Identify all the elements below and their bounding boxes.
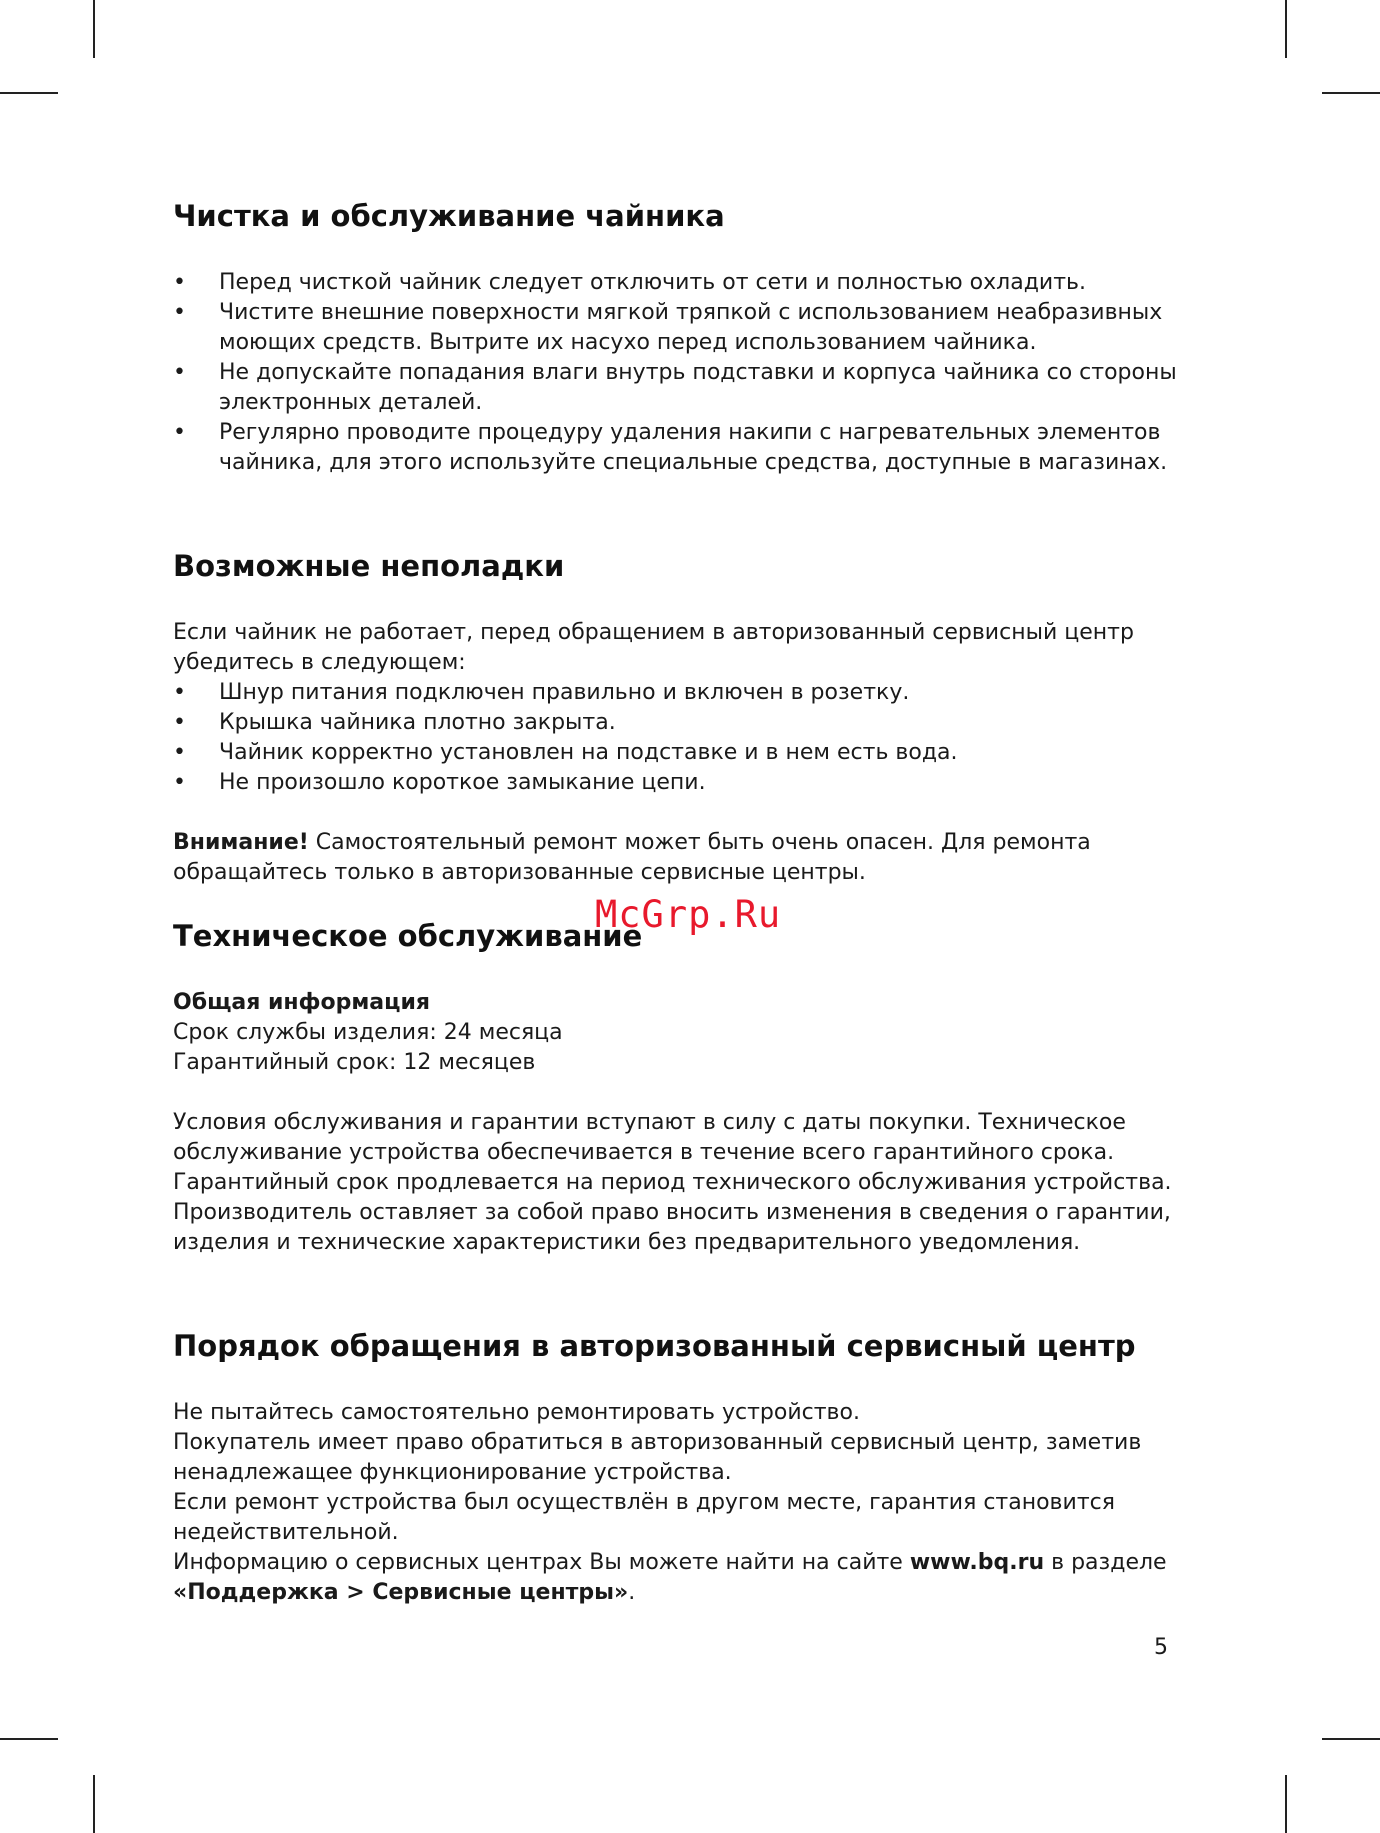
list-item: • Чайник корректно установлен на подставке и в нем есть вода.	[173, 738, 1183, 768]
list-item: • Крышка чайника плотно закрыта.	[173, 708, 1183, 738]
list-item: • Чистите внешние поверхности мягкой тряпкой с использованием неабразивных моющих средств. Вытрите их насухо перед использованием чайника.	[173, 298, 1183, 358]
crop-mark	[93, 0, 95, 58]
service-life: Срок службы изделия: 24 месяца	[173, 1020, 563, 1045]
service-line-middle: в разделе	[1044, 1550, 1167, 1575]
crop-mark	[0, 1738, 58, 1740]
service-line-suffix: .	[628, 1580, 636, 1605]
page-number: 5	[1154, 1635, 1168, 1660]
crop-mark	[93, 1775, 95, 1833]
crop-mark	[1322, 92, 1380, 94]
service-line-prefix: Информацию о сервисных центрах Вы можете найти на сайте	[173, 1550, 910, 1575]
service-line: Не пытайтесь самостоятельно ремонтировать устройство.	[173, 1400, 860, 1425]
list-item: • Не произошло короткое замыкание цепи.	[173, 768, 1183, 798]
crop-mark	[1285, 0, 1287, 58]
crop-mark	[0, 92, 58, 94]
website-link[interactable]: www.bq.ru	[909, 1550, 1045, 1575]
maintenance-subtitle: Общая информация	[173, 990, 430, 1015]
troubleshooting-intro: Если чайник не работает, перед обращением в авторизованный сервисный центр убедитесь в следующем:	[173, 620, 1134, 675]
warning-paragraph	[173, 828, 1183, 888]
warranty-period: Гарантийный срок: 12 месяцев	[173, 1050, 536, 1075]
warning-label: Внимание!	[173, 830, 309, 855]
section-title-maintenance: Техническое обслуживание	[173, 919, 643, 953]
watermark: McGrp.Ru	[595, 893, 782, 936]
maintenance-paragraph: Условия обслуживания и гарантии вступают в силу с даты покупки. Техническое обслуживание устройства обеспечивается в течение всего гарантийного срока. Гарантийный срок продлевается на период технического обслуживания устройства.	[173, 1110, 1172, 1195]
service-line: Покупатель имеет право обратиться в авторизованный сервисный центр, заметив ненадлежащее функционирование устройства.	[173, 1430, 1142, 1485]
crop-mark	[1285, 1775, 1287, 1833]
service-line	[173, 1548, 1183, 1608]
section-title-service: Порядок обращения в авторизованный сервисный центр	[173, 1329, 1136, 1363]
warning-text: Самостоятельный ремонт может быть очень опасен. Для ремонта обращайтесь только в авторизованные сервисные центры.	[173, 830, 1091, 885]
section-title-cleaning: Чистка и обслуживание чайника	[173, 199, 725, 233]
support-section-path: «Поддержка > Сервисные центры»	[173, 1580, 629, 1605]
crop-mark	[1322, 1738, 1380, 1740]
cleaning-list	[173, 268, 1183, 478]
list-item: • Перед чисткой чайник следует отключить от сети и полностью охладить.	[173, 268, 1183, 298]
troubleshooting-list	[173, 678, 1183, 798]
list-item: • Не допускайте попадания влаги внутрь подставки и корпуса чайника со стороны электронных деталей.	[173, 358, 1183, 418]
maintenance-paragraph: Производитель оставляет за собой право вносить изменения в сведения о гарантии, изделия и технические характеристики без предварительного уведомления.	[173, 1200, 1171, 1255]
section-title-troubleshooting: Возможные неполадки	[173, 549, 565, 583]
list-item: • Регулярно проводите процедуру удаления накипи с нагревательных элементов чайника, для этого используйте специальные средства, доступные в магазинах.	[173, 418, 1183, 478]
service-line: Если ремонт устройства был осуществлён в другом месте, гарантия становится недействительной.	[173, 1490, 1115, 1545]
list-item: • Шнур питания подключен правильно и включен в розетку.	[173, 678, 1183, 708]
